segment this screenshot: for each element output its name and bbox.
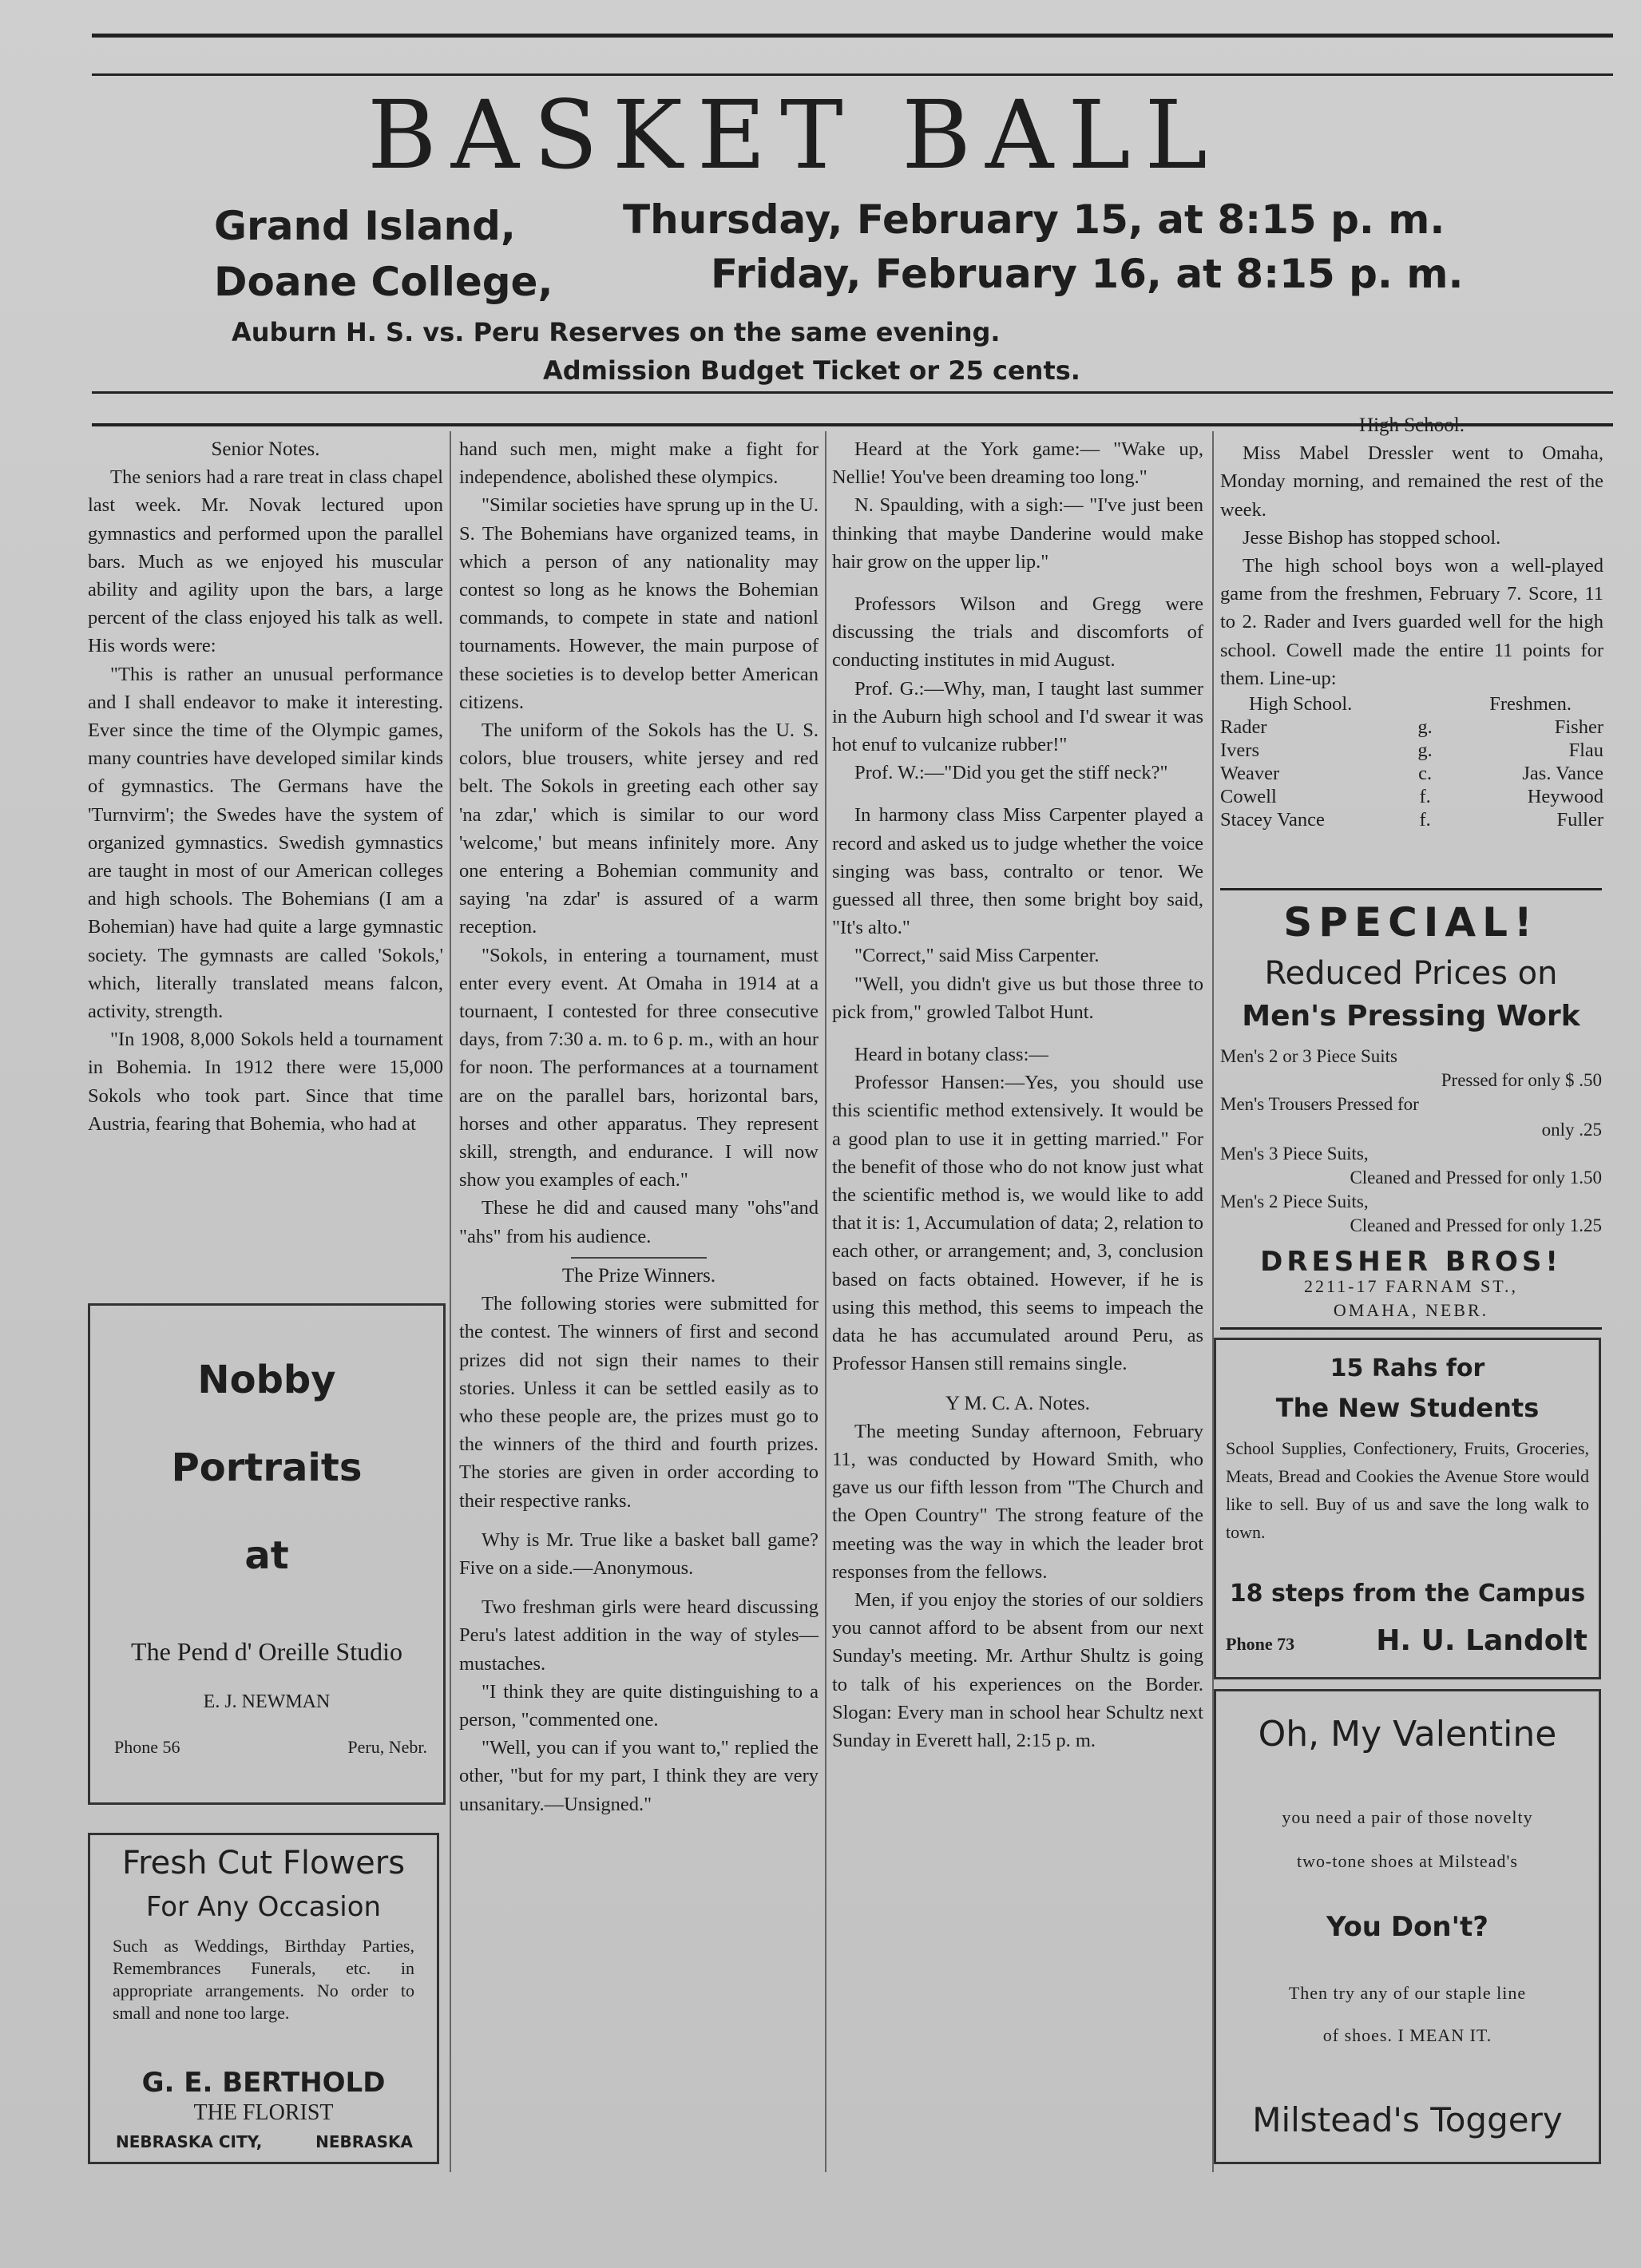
paragraph: The high school boys won a well-played game from the freshmen, February 7. Score, 11 to 2. Rader and Ivers guarded well for the high school. Cowell made the entire 11 points for them. Line-up: — [1220, 555, 1603, 689]
paragraph: "Similar societies have sprung up in the U. S. The Bohemians have organized teams, in which a person of any nationality may contest so long as he knows the Bohemian commands, to compete in state and nationl tournaments. However, the main purpose of these societies is to develop better American citizens. — [459, 494, 819, 713]
lineup-cell: f. — [1419, 786, 1431, 808]
paragraph: The uniform of the Sokols has the U. S. colors, blue trousers, white jersey and red belt. The Sokols in greeting each other say 'na zdar,' which is similar to our word 'welcome,' but means infinitely more. Any one entering a Bohemian community and saying 'na zdar' is assured of a warm reception. — [459, 720, 819, 938]
ad-headline: at — [244, 1533, 289, 1578]
studio-town: Peru, Nebr. — [347, 1737, 427, 1757]
paragraph: N. Spaulding, with a sigh:— "I've just been thinking that maybe Danderine would make hair grow on the upper lip." — [832, 494, 1203, 573]
lineup-cell: f. — [1419, 809, 1431, 831]
paragraph: Men, if you enjoy the stories of our soldiers you cannot afford to be absent from our next Sunday's meeting. Mr. Arthur Shultz is going to talk of his experiences on the Border. Slogan: Every man in school hear Schultz next Sunday in Everett hall, 2:15 p. m. — [832, 1588, 1203, 1751]
lineup-table — [1220, 692, 1603, 831]
ad-headline: Oh, My Valentine — [1258, 1714, 1557, 1755]
lineup-header-cell: Freshmen. — [1489, 693, 1572, 716]
paragraph: The following stories were submitted for the contest. The winners of first and second prizes did not sign their names to their stories. Unless it can be settled easily as to who these people are, the prizes must go to the winners of the third and fourth prizes. The stories are given in order according to their respective ranks. — [459, 1293, 819, 1512]
lineup-cell: Rader — [1220, 716, 1267, 739]
ad-subheadline: Men's Pressing Work — [1242, 1000, 1580, 1033]
paragraph: "This is rather an unusual performance and I shall endeavor to make it interesting. Ever since the time of the Olympic games, many countries have developed similar kinds of gymnastics. The Germans have the 'Turnvirm'; the Swedes have the system of organized gymnastics. Swedish gymnastics are taught in most of our American colleges and high schools. The Bohemians (I am a Bohemian) have had quite a large gymnastic society. The gymnasts are called 'Sokols,' which, literally translated means falcon, activity, strength. — [88, 663, 443, 1023]
price-line: Cleaned and Pressed for only 1.25 — [1350, 1215, 1602, 1235]
studio-phone: Phone 56 — [114, 1737, 180, 1757]
florist-city: NEBRASKA CITY, — [116, 2132, 263, 2151]
table-row — [1220, 739, 1603, 762]
banner-team-1: Grand Island, — [214, 203, 516, 249]
pressing-ad — [1220, 894, 1602, 1330]
price-line: only .25 — [1541, 1120, 1602, 1140]
ad-headline: Portraits — [171, 1445, 363, 1490]
paragraph: Prof. G.:—Why, man, I taught last summer in the Auburn high school and I'd swear it was hot enuf to vulcanize rubber!" — [832, 677, 1203, 756]
lineup-cell: Weaver — [1220, 763, 1280, 785]
section-divider — [571, 1257, 707, 1259]
section-heading: Senior Notes. — [211, 438, 320, 460]
landolt-ad — [1214, 1338, 1601, 1679]
lineup-cell: Heywood — [1527, 786, 1603, 808]
paragraph: These he did and caused many "ohs"and "ahs" from his audience. — [459, 1197, 819, 1247]
lineup-cell: Ivers — [1220, 739, 1259, 762]
table-row — [1220, 716, 1603, 739]
section-heading: High School. — [1359, 414, 1465, 436]
florist-role: THE FLORIST — [193, 2100, 334, 2125]
firm-address: 2211-17 FARNAM ST., — [1303, 1276, 1519, 1296]
section-heading: Y M. C. A. Notes. — [945, 1392, 1091, 1414]
banner-rule — [92, 391, 1613, 394]
senior-notes-continued — [459, 435, 819, 1818]
lineup-cell: Fisher — [1554, 716, 1603, 739]
section-rule — [1220, 888, 1602, 890]
ad-subheadline: Reduced Prices on — [1264, 955, 1558, 992]
price-line: Men's 2 or 3 Piece Suits — [1220, 1046, 1397, 1066]
paragraph: Prof. W.:—"Did you get the stiff neck?" — [854, 762, 1168, 784]
paragraph: Heard at the York game:— "Wake up, Nellie! You've been dreaming too long." — [832, 438, 1203, 489]
store-phone: Phone 73 — [1226, 1634, 1295, 1654]
lineup-header — [1220, 692, 1603, 716]
store-name: Milstead's Toggery — [1252, 2100, 1563, 2139]
ad-body-line: you need a pair of those novelty — [1282, 1807, 1533, 1827]
banner-date-1: Thursday, February 15, at 8:15 p. m. — [623, 196, 1445, 243]
price-line: Men's Trousers Pressed for — [1220, 1094, 1419, 1114]
banner-line-4: Admission Budget Ticket or 25 cents. — [543, 355, 1080, 386]
florist-state: NEBRASKA — [315, 2132, 413, 2151]
price-line: Men's 2 Piece Suits, — [1220, 1191, 1369, 1211]
column-divider — [825, 431, 826, 2172]
portraits-ad — [88, 1303, 446, 1805]
paragraph: Why is Mr. True like a basket ball game? Five on a side.—Anonymous. — [459, 1529, 819, 1579]
studio-name: The Pend d' Oreille Studio — [131, 1637, 402, 1666]
section-rule — [1220, 1327, 1602, 1330]
table-row — [1220, 808, 1603, 831]
ad-subheadline: For Any Occasion — [145, 1891, 382, 1923]
paragraph: Heard in botany class:— — [854, 1044, 1048, 1066]
banner-team-2: Doane College, — [214, 259, 553, 305]
table-row — [1220, 762, 1603, 785]
paragraph: "Correct," said Miss Carpenter. — [854, 945, 1100, 967]
ad-subheadline: You Don't? — [1326, 1911, 1489, 1943]
paragraph: "Sokols, in entering a tournament, must enter every event. At Omaha in 1914 at a tournaent, I contested for three consecutive days, from 7:30 a. m. to 6 p. m., with an hour for noon. The performances at a tournament are on the parallel bars, horizontal bars, horses and other apparatus. They represent skill, strength, and endurance. I will now show you examples of each." — [459, 944, 819, 1191]
lineup-cell: Fuller — [1556, 809, 1603, 831]
top-rule — [92, 34, 1613, 38]
ad-body: Such as Weddings, Birthday Parties, Remembrances Funerals, etc. in appropriate arrangements. No order to small and none too large. — [113, 1936, 414, 2023]
lineup-cell: c. — [1418, 763, 1433, 785]
lineup-cell: Flau — [1568, 739, 1603, 762]
lineup-cell: g. — [1417, 739, 1433, 762]
paragraph: hand such men, might make a fight for independence, abolished these olympics. — [459, 438, 819, 489]
paragraph: Professor Hansen:—Yes, you should use this scientific method extensively. It would be a good plan to use it in getting married." For the benefit of those who do not know just what the scientific method is, we would like to add that it is: 1, Accumulation of data; 2, relation to each other, or arrangement; and, 3, conclusion based on facts obtained. However, if he is using this method, this seems to impeach the data he has accumulated around Peru, as Professor Hansen still remains single. — [832, 1072, 1203, 1375]
senior-notes — [88, 435, 443, 1138]
paragraph: Two freshman girls were heard discussing Peru's latest addition in the way of styles—mustaches. — [459, 1596, 819, 1675]
banner-title: BASKET BALL — [367, 80, 1222, 190]
ad-headline: The New Students — [1275, 1393, 1540, 1423]
lineup-cell: Stacey Vance — [1220, 809, 1325, 831]
firm-name: DRESHER BROS! — [1260, 1246, 1562, 1278]
campus-notes — [832, 435, 1203, 1755]
lineup-header-cell: High School. — [1249, 693, 1353, 716]
high-school-notes — [1220, 411, 1603, 831]
ad-body: School Supplies, Confectionery, Fruits, Groceries, Meats, Bread and Cookies the Avenue Store would like to sell. Buy of us and save the long walk to town. — [1226, 1438, 1589, 1542]
ad-headline: Nobby — [197, 1358, 336, 1402]
paragraph: Professors Wilson and Gregg were discussing the trials and discomforts of conducting institutes in mid August. — [832, 593, 1203, 672]
paragraph: Miss Mabel Dressler went to Omaha, Monday morning, and remained the rest of the week. — [1220, 442, 1603, 521]
banner-date-2: Friday, February 16, at 8:15 p. m. — [711, 251, 1464, 297]
paragraph: "I think they are quite distinguishing to a person, "commented one. — [459, 1680, 819, 1731]
section-heading: The Prize Winners. — [561, 1264, 716, 1287]
paragraph: The seniors had a rare treat in class chapel last week. Mr. Novak lectured upon gymnastics and performed upon the parallel bars. Much as we enjoyed his muscular ability and agility upon the bars, a large percent of the class enjoyed his talk as well. His words were: — [88, 466, 443, 657]
ad-headline: SPECIAL! — [1283, 899, 1539, 946]
paragraph: The meeting Sunday afternoon, February 11, was conducted by Howard Smith, who gave us our fifth lesson from "The Church and the Open Country" The strong feature of the meeting was the way in which the leader brot responses from the fellows. — [832, 1420, 1203, 1583]
paragraph: In harmony class Miss Carpenter played a record and asked us to judge whether the voice singing was bass, contralto or tenor. We guessed all three, then some bright boy said, "It's alto." — [832, 804, 1203, 939]
top-rule-thin — [92, 73, 1613, 76]
studio-owner: E. J. NEWMAN — [203, 1691, 331, 1712]
flowers-ad — [88, 1833, 439, 2164]
milstead-ad — [1214, 1689, 1601, 2164]
paragraph: "In 1908, 8,000 Sokols held a tournament in Bohemia. In 1912 there were 15,000 Sokols who took part. Since that time Austria, fearing that Bohemia, who had at — [88, 1029, 443, 1135]
table-row — [1220, 785, 1603, 808]
column-divider — [450, 431, 451, 2172]
paragraph: Jesse Bishop has stopped school. — [1243, 526, 1501, 549]
lineup-cell: Cowell — [1220, 786, 1277, 808]
price-line: Pressed for only $ .50 — [1441, 1070, 1602, 1090]
lineup-cell: Jas. Vance — [1522, 763, 1603, 785]
ad-body-line: of shoes. I MEAN IT. — [1322, 2025, 1492, 2045]
ad-body-line: Then try any of our staple line — [1288, 1983, 1527, 2003]
lineup-cell: g. — [1417, 716, 1433, 739]
ad-headline: Fresh Cut Flowers — [121, 1845, 406, 1881]
ad-tagline: 18 steps from the Campus — [1229, 1580, 1586, 1608]
paragraph: "Well, you can if you want to," replied the other, "but for my part, I think they are very unsanitary.—Unsigned." — [459, 1737, 819, 1815]
firm-city: OMAHA, NEBR. — [1333, 1300, 1489, 1320]
ad-body-line: two-tone shoes at Milstead's — [1297, 1851, 1518, 1871]
store-owner: H. U. Landolt — [1376, 1624, 1587, 1657]
paragraph: "Well, you didn't give us but those three to pick from," growled Talbot Hunt. — [832, 973, 1203, 1023]
florist-name: G. E. BERTHOLD — [141, 2067, 386, 2099]
price-line: Cleaned and Pressed for only 1.50 — [1350, 1168, 1602, 1188]
price-line: Men's 3 Piece Suits, — [1220, 1144, 1369, 1164]
banner-line-3: Auburn H. S. vs. Peru Reserves on the same evening. — [232, 317, 1001, 347]
ad-headline: 15 Rahs for — [1330, 1354, 1485, 1382]
